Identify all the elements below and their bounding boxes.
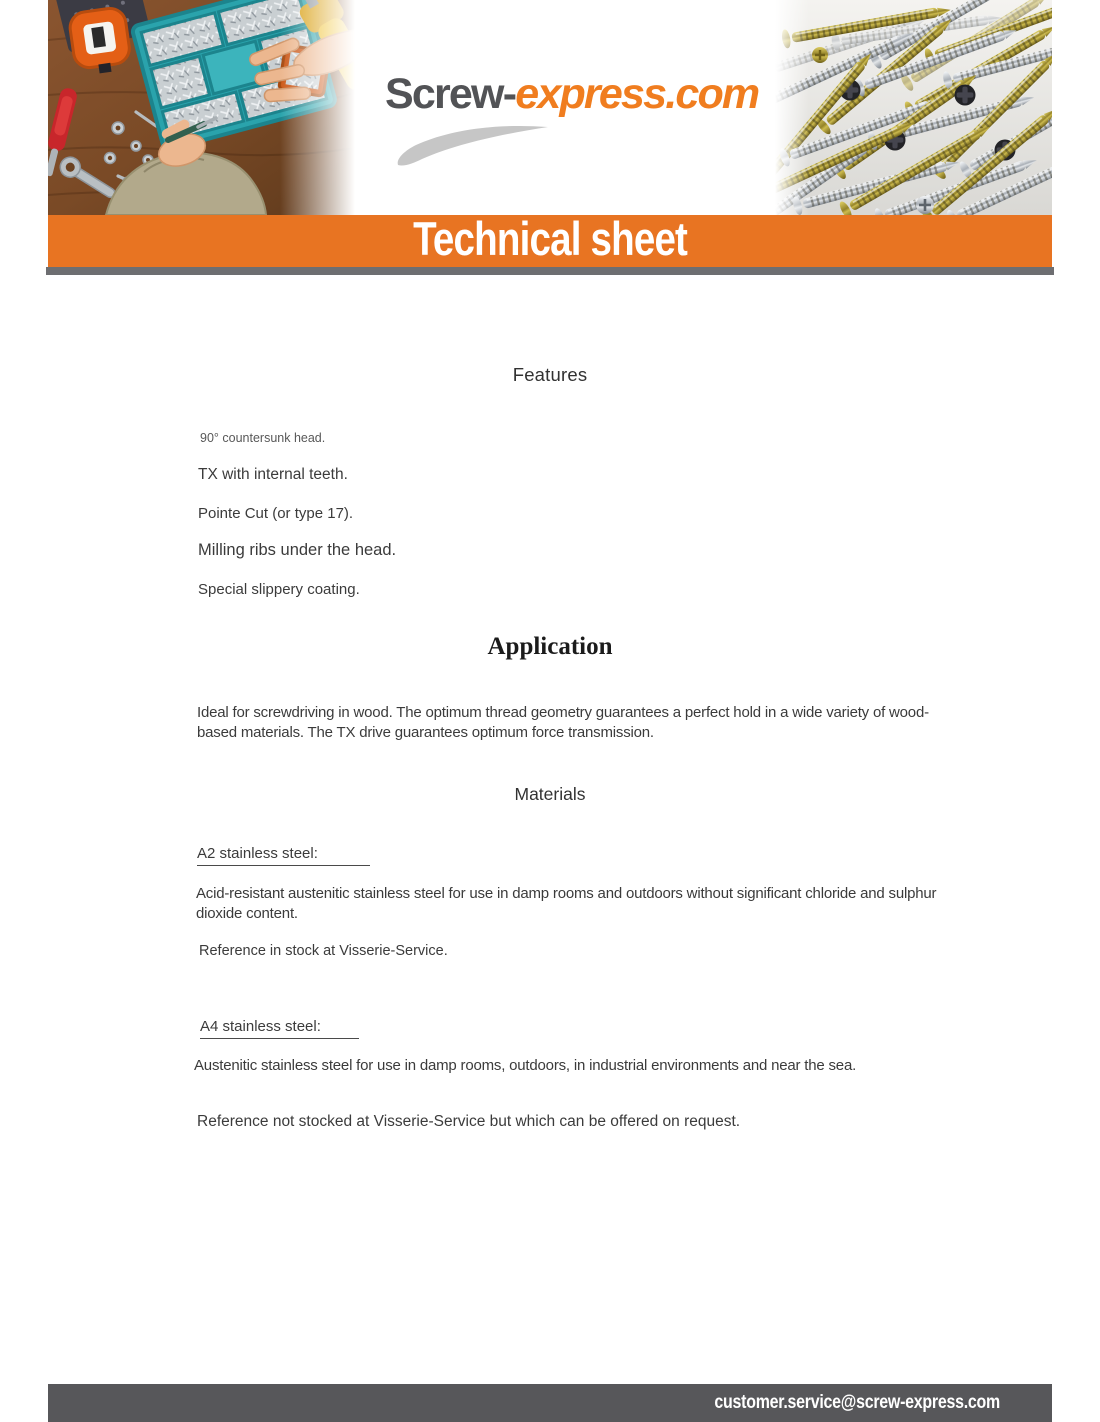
screws-pile-illustration bbox=[775, 0, 1052, 215]
application-text: Ideal for screwdriving in wood. The optimum thread geometry guarantees a perfect hold in a wide variety of wood-based materials. The TX drive guarantees optimum force transmission. bbox=[197, 704, 929, 741]
workbench-photo bbox=[48, 0, 355, 215]
a4-steel-reference: Reference not stocked at Visserie-Service but which can be offered on request. bbox=[197, 1113, 741, 1130]
logo-part-orange: express.com bbox=[515, 70, 759, 118]
header bbox=[48, 0, 1052, 215]
a2-steel-label: A2 stainless steel: bbox=[197, 845, 370, 866]
title-banner bbox=[48, 212, 1052, 267]
page-title: Technical sheet bbox=[412, 212, 688, 265]
screws-pile-photo bbox=[775, 0, 1052, 215]
features-heading: Features bbox=[512, 364, 588, 385]
brand-logo bbox=[355, 0, 775, 215]
feature-item: Pointe Cut (or type 17). bbox=[198, 505, 354, 522]
customer-service-email: customer.service@screw-express.com bbox=[714, 1392, 1000, 1413]
footer bbox=[48, 1384, 1052, 1422]
divider-strip bbox=[46, 267, 1054, 275]
a4-steel-description: Austenitic stainless steel for use in damp rooms, outdoors, in industrial environments and near the sea. bbox=[194, 1057, 857, 1074]
a2-steel-reference: Reference in stock at Visserie-Service. bbox=[199, 943, 448, 959]
logo-swoosh-icon bbox=[391, 121, 553, 169]
workbench-photo-illustration bbox=[48, 0, 355, 215]
feature-item: Special slippery coating. bbox=[198, 581, 360, 598]
brand-logo-text bbox=[385, 70, 758, 119]
a2-steel-description: Acid-resistant austenitic stainless steel for use in damp rooms and outdoors without significant chloride and sulphur dioxide content. bbox=[196, 885, 937, 922]
feature-item: Milling ribs under the head. bbox=[198, 541, 397, 559]
a4-steel-label: A4 stainless steel: bbox=[200, 1018, 359, 1039]
logo-part-dark: Screw- bbox=[385, 70, 516, 118]
feature-item: TX with internal teeth. bbox=[198, 466, 348, 483]
application-heading: Application bbox=[487, 633, 613, 660]
feature-item: 90° countersunk head. bbox=[200, 431, 326, 445]
materials-heading: Materials bbox=[514, 784, 586, 804]
